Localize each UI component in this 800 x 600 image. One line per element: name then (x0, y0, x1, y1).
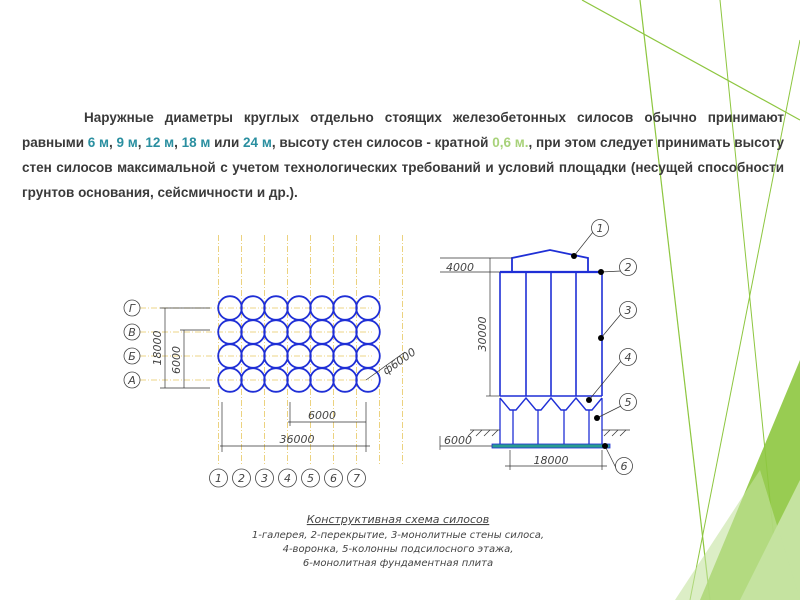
row-label: Г (128, 302, 136, 315)
silo-circles (218, 296, 380, 392)
dim-row-step: 6000 (170, 346, 183, 374)
callout-dot (594, 415, 600, 421)
callout-number: 6 (620, 460, 628, 473)
dim-rows-total: 18000 (151, 330, 164, 366)
callout-number: 2 (624, 261, 632, 274)
callout-number: 5 (624, 396, 632, 409)
silo-walls (500, 272, 602, 396)
foundation-slab (492, 444, 610, 448)
paragraph-text-2: , высоту стен силосов - кратной (271, 135, 493, 150)
column-label: 2 (238, 472, 245, 485)
row-label: Б (128, 350, 136, 363)
callout-leader (601, 314, 621, 338)
caption-line-2: 4-воронка, 5-колонны подсилосного этажа, (282, 544, 514, 555)
silo-structural-drawing (110, 210, 650, 595)
callout-dot (598, 335, 604, 341)
paragraph-text-1: Наружные диаметры круглых отдельно стоящих железобетонных силосов обычно принимают равными (22, 110, 784, 150)
dim-wall-height: 30000 (476, 316, 489, 352)
dim-section-width: 18000 (533, 454, 569, 467)
dim-cols-total: 36000 (279, 433, 315, 446)
column-label: 5 (307, 472, 314, 485)
diameter-value-4: 18 м (181, 135, 211, 150)
intro-paragraph (22, 105, 784, 205)
vertical-dimensions (160, 308, 210, 388)
callout-number: 4 (624, 351, 632, 364)
gallery (512, 250, 588, 272)
column-label: 4 (284, 472, 291, 485)
column-label: 7 (353, 472, 360, 485)
callout-leader (574, 232, 593, 256)
plan-view (124, 235, 418, 487)
separator-4: или (210, 135, 244, 150)
row-label: В (128, 326, 136, 339)
callout-leader (589, 361, 621, 400)
diameter-value-3: 12 м (145, 135, 175, 150)
diameter-value-1: 6 м (87, 135, 110, 150)
caption-line-3: 6-монолитная фундаментная плита (302, 558, 494, 569)
callout-dot (571, 253, 577, 259)
columns (500, 398, 602, 444)
caption-title: Конструктивная схема силосов (306, 513, 490, 526)
dim-col-step: 6000 (308, 409, 336, 422)
callout-leader (601, 271, 621, 272)
diameter-value-5: 24 м (243, 135, 272, 150)
section-view (440, 220, 637, 475)
separator-3: , (174, 135, 182, 150)
callout-number: 1 (596, 222, 604, 235)
dim-gallery: 4000 (446, 261, 474, 274)
drawing-caption (252, 513, 544, 569)
callout-number: 3 (624, 304, 632, 317)
paragraph-text-3: , при этом следует принимать высоту стен силосов максимальной с учетом технологических требований и условий площадки (несущей способности грунтов основания, сейсмичности и др.). (22, 135, 784, 200)
callout-leader (597, 406, 621, 418)
separator-2: , (137, 135, 146, 150)
separator-1: , (109, 135, 117, 150)
column-axis-labels (210, 469, 366, 487)
diameter-value-2: 9 м (116, 135, 138, 150)
column-label: 1 (215, 472, 222, 485)
callouts (571, 220, 637, 475)
column-label: 6 (330, 472, 337, 485)
callout-dot (602, 443, 608, 449)
row-label: А (128, 374, 136, 387)
caption-line-1: 1-галерея, 2-перекрытие, 3-монолитные стены силоса, (251, 530, 545, 541)
row-axis-labels (124, 300, 140, 388)
column-label: 3 (261, 472, 268, 485)
dim-diameter: ф6000 (380, 345, 419, 378)
height-step-value: 0,6 м. (492, 135, 529, 150)
dim-foundation-level: 6000 (444, 434, 472, 447)
callout-dot (598, 269, 604, 275)
ground-hatch (468, 430, 630, 436)
callout-dot (586, 397, 592, 403)
